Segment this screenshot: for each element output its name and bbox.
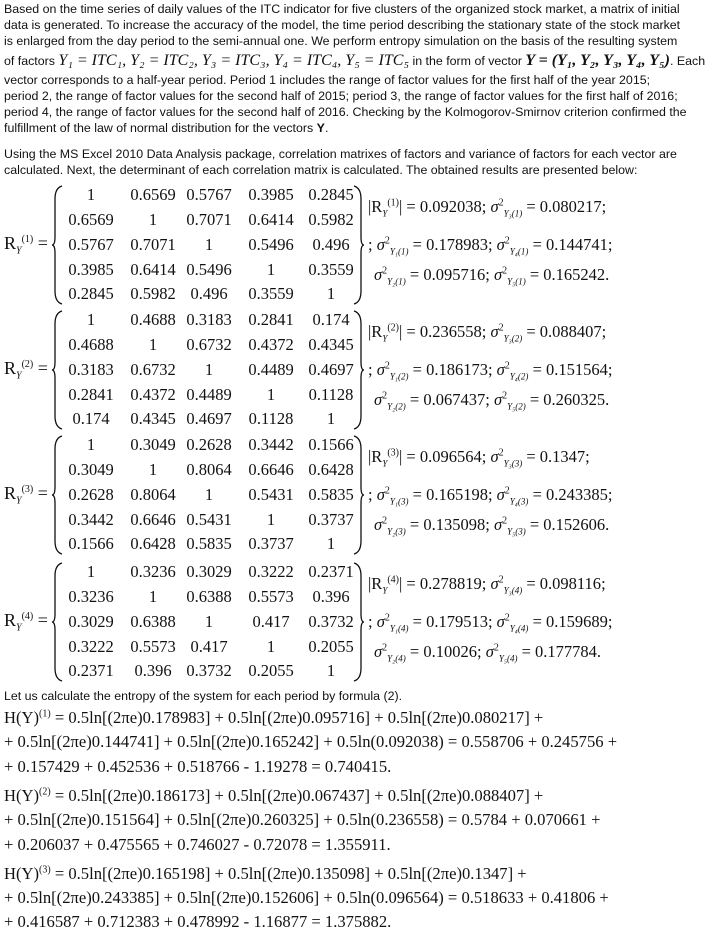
matrix-label-period: (3) xyxy=(21,484,34,495)
matrix-cell: 0.6569 xyxy=(130,185,176,204)
intro-paragraph xyxy=(4,1,718,136)
matrix-cell: 0.3029 xyxy=(186,562,232,581)
equation-first-line xyxy=(4,864,527,884)
equation-lhs: H(Y) xyxy=(4,786,40,805)
matrix-cell: 0.8064 xyxy=(186,460,232,479)
matrix-cell: 0.2371 xyxy=(68,661,114,680)
variance-value-1: 0.186173 xyxy=(426,360,488,379)
matrix-cell: 0.3222 xyxy=(68,637,114,656)
matrix-cell: 0.3732 xyxy=(308,612,354,631)
matrix-cell: 1 xyxy=(86,310,96,329)
last-line-prefix: fulfillment of the law of normal distribution for the vectors xyxy=(4,121,314,136)
matrix-cell: 1 xyxy=(204,360,214,379)
stats-line-det xyxy=(368,322,606,343)
variance-label-2: $\sigma^2_{Y_2(2)}$ = xyxy=(374,390,424,412)
matrix-cell: 0.6388 xyxy=(186,587,232,606)
matrix-cell: 1 xyxy=(204,612,214,631)
stats-line-3 xyxy=(374,390,609,411)
variance-label-5: ; $\sigma^2_{Y_5(1)}$ = xyxy=(485,265,544,287)
matrix-cell: 0.3442 xyxy=(68,510,114,529)
variance-value-1: 0.165198 xyxy=(426,485,488,504)
variance-label-5: ; $\sigma^2_{Y_5(3)}$ = xyxy=(485,515,544,537)
matrix-cell: 0.3732 xyxy=(186,661,232,680)
matrix-block xyxy=(0,308,722,433)
variance-value-3: 0.088407 xyxy=(539,322,602,341)
stats-line-3 xyxy=(374,515,609,536)
matrix-cell: 0.5982 xyxy=(308,210,354,229)
stats-separator: ; xyxy=(601,574,606,593)
stats-separator: ; xyxy=(607,235,613,254)
equation-body: = 0.5ln[(2πe)0.178983] + 0.5ln[(2πe)0.095716] + 0.5ln[(2πe)0.080217] + xyxy=(50,708,544,727)
variance-label-3: ; $\sigma^2_{Y_3(3)}$ = xyxy=(481,447,540,469)
variance-label-1: ; $\sigma^2_{Y_1(4)}$ = xyxy=(368,612,427,634)
stats-separator: ; xyxy=(607,612,613,631)
variance-value-4: 0.243385 xyxy=(546,485,608,504)
matrix-cell: 1 xyxy=(86,562,96,581)
vector-formula: Y = (Y₁, Y₂, Y₃, Y₄, Y₅) xyxy=(525,51,670,69)
matrix-label-period: (2) xyxy=(21,359,34,370)
matrix-cell: 0.3737 xyxy=(248,534,294,553)
matrix-label xyxy=(4,483,48,507)
stats-end: . xyxy=(605,515,610,534)
matrix-cell: 0.3559 xyxy=(308,260,354,279)
factors-formula: Y₁ = ITC₁, Y₂ = ITC₂, Y₃ = ITC₃, Y₄ = ITC₄, Y₅ = ITC₅ xyxy=(58,51,410,69)
variance-value-2: 0.095716 xyxy=(423,265,486,284)
matrix-cell: 0.3183 xyxy=(186,310,232,329)
equation-body: = 0.5ln[(2πe)0.165198] + 0.5ln[(2πe)0.135098] + 0.5ln[(2πe)0.1347] + xyxy=(50,864,527,883)
matrix-cell: 0.174 xyxy=(312,310,350,329)
matrix-cell: 0.6646 xyxy=(130,510,176,529)
determinant-value: 0.092038 xyxy=(419,197,482,216)
matrix-cell: 0.4372 xyxy=(130,385,176,404)
matrix-cell: 0.4697 xyxy=(308,360,354,379)
matrix-cell: 0.6428 xyxy=(308,460,354,479)
matrix-cell: 0.3985 xyxy=(68,260,114,279)
matrix-cell: 0.3049 xyxy=(68,460,114,479)
matrix-label xyxy=(4,610,48,634)
matrix-cell: 0.7071 xyxy=(186,210,232,229)
variance-value-3: 0.098116 xyxy=(539,574,602,593)
equation-body: + 0.416587 + 0.712383 + 0.478992 - 1.16877 = 1.375882. xyxy=(4,912,392,931)
variance-value-3: 0.080217 xyxy=(539,197,602,216)
variance-value-2: 0.10026 xyxy=(423,642,477,661)
matrix-cell: 1 xyxy=(326,534,336,553)
matrix-cell: 0.5982 xyxy=(130,284,176,303)
matrix-cell: 0.496 xyxy=(190,284,228,303)
variance-value-4: 0.151564 xyxy=(546,360,608,379)
matrix-cell: 0.4688 xyxy=(130,310,176,329)
matrix-cell: 1 xyxy=(266,510,276,529)
matrix-label xyxy=(4,233,48,257)
last-line-suffix: . xyxy=(324,121,329,136)
matrix-cell: 0.3442 xyxy=(248,435,294,454)
matrix-cell: 0.3737 xyxy=(308,510,354,529)
matrix-cell: 0.4489 xyxy=(186,385,232,404)
matrix-cell: 0.4345 xyxy=(308,335,354,354)
stats-line-det xyxy=(368,197,606,218)
matrix-cell: 0.174 xyxy=(72,409,110,428)
intro-line-6: period 2, the range of factor values for the second half of 2015; period 3, the range of factor values for the first half of 2016; xyxy=(4,88,678,103)
matrix-cell: 0.2628 xyxy=(186,435,232,454)
stats-separator: ; xyxy=(601,322,607,341)
factors-suffix: . Each xyxy=(669,53,706,68)
matrix-label xyxy=(4,358,48,382)
variance-label-4: ; $\sigma^2_{Y_4(4)}$ = xyxy=(487,612,546,634)
matrix-label-period: (4) xyxy=(21,611,34,622)
matrix-label-letter: R xyxy=(4,358,17,378)
stats-line-2 xyxy=(368,235,612,256)
determinant-value: 0.236558 xyxy=(419,322,482,341)
matrix-label-period: (1) xyxy=(21,234,34,245)
equation-body: + 0.157429 + 0.452536 + 0.518766 - 1.19278 = 0.740415. xyxy=(4,757,392,776)
matrix-cell: 0.5431 xyxy=(248,485,294,504)
variance-value-2: 0.067437 xyxy=(423,390,486,409)
stats-line-2 xyxy=(368,612,612,633)
equation-lhs: H(Y) xyxy=(4,864,40,883)
equation-continuation xyxy=(4,757,391,777)
matrix-cell: 0.6732 xyxy=(186,335,232,354)
matrix-cell: 0.3236 xyxy=(68,587,114,606)
variance-value-4: 0.159689 xyxy=(546,612,608,631)
variance-label-2: $\sigma^2_{Y_2(3)}$ = xyxy=(374,515,424,537)
stats-end: . xyxy=(605,390,610,409)
determinant-label: $|R_Y^{(2)}|$ = xyxy=(368,322,420,344)
matrix-label-equals: = xyxy=(33,233,48,253)
determinant-label: $|R_Y^{(1)}|$ = xyxy=(368,197,420,219)
equation-body: + 0.5ln[(2πe)0.144741] + 0.5ln[(2πe)0.165242] + 0.5ln(0.092038) = 0.558706 + 0.245756 + xyxy=(4,732,618,751)
matrix-cell: 0.5573 xyxy=(130,637,176,656)
stats-line-det xyxy=(368,447,590,468)
matrix-cell: 0.396 xyxy=(134,661,172,680)
variance-value-3: 0.1347 xyxy=(539,447,586,466)
determinant-value: 0.096564 xyxy=(419,447,482,466)
matrix-cell: 0.417 xyxy=(252,612,290,631)
equation-lhs: H(Y) xyxy=(4,708,40,727)
matrix-cell: 0.2845 xyxy=(68,284,114,303)
intro-line-3: is enlarged from the day period to the semi-annual one. We perform entropy simulation on the basis of the resulting system xyxy=(4,34,678,49)
method-line-2: calculated. Next, the determinant of each correlation matrix is calculated. The obtained results are presented below: xyxy=(4,163,638,178)
stats-separator: ; xyxy=(601,197,607,216)
matrix-cell: 0.6646 xyxy=(248,460,294,479)
matrix-cell: 1 xyxy=(148,587,158,606)
matrix-cell: 0.7071 xyxy=(130,235,176,254)
matrix-label-letter: R xyxy=(4,483,17,503)
stats-line-3 xyxy=(374,265,609,286)
stats-line-det xyxy=(368,574,606,595)
variance-value-5: 0.165242 xyxy=(543,265,606,284)
method-paragraph xyxy=(4,146,718,178)
variance-label-1: ; $\sigma^2_{Y_1(3)}$ = xyxy=(368,485,427,507)
matrix-cell: 1 xyxy=(266,637,276,656)
equation-period: (3) xyxy=(39,864,51,876)
matrix-cell: 0.4697 xyxy=(186,409,232,428)
matrix-block xyxy=(0,433,722,558)
matrix-cell: 0.6388 xyxy=(130,612,176,631)
intro-factors-line xyxy=(4,50,718,72)
matrix-cell: 1 xyxy=(326,661,336,680)
equation-continuation xyxy=(4,810,600,830)
matrix-label-equals: = xyxy=(33,483,48,503)
variance-value-2: 0.135098 xyxy=(423,515,486,534)
factors-mid: in the form of vector xyxy=(412,53,522,68)
variance-value-1: 0.179513 xyxy=(426,612,488,631)
variance-label-2: $\sigma^2_{Y_2(4)}$ = xyxy=(374,642,424,664)
variance-label-1: ; $\sigma^2_{Y_1(1)}$ = xyxy=(368,235,427,257)
variance-value-5: 0.260325 xyxy=(543,390,606,409)
matrix-cell: 0.8064 xyxy=(130,485,176,504)
matrix-label-sub: Y xyxy=(16,622,22,634)
variance-label-4: ; $\sigma^2_{Y_4(1)}$ = xyxy=(487,235,546,257)
matrix-cell: 0.4372 xyxy=(248,335,294,354)
intro-line-1: Based on the time series of daily values of the ITC indicator for five clusters of the organized stock market, a matrix of initial xyxy=(4,2,680,16)
matrix-cell: 0.5835 xyxy=(186,534,232,553)
equation-first-line xyxy=(4,786,543,806)
stats-end: . xyxy=(596,642,602,661)
equation-first-line xyxy=(4,708,543,728)
matrix-cell: 0.3236 xyxy=(130,562,176,581)
variance-label-3: ; $\sigma^2_{Y_3(2)}$ = xyxy=(481,322,540,344)
matrix-cell: 0.1566 xyxy=(68,534,114,553)
matrix-cell: 0.2841 xyxy=(248,310,294,329)
matrix-cell: 0.5835 xyxy=(308,485,354,504)
entropy-intro: Let us calculate the entropy of the system for each period by formula (2). xyxy=(4,689,403,703)
determinant-value: 0.278819 xyxy=(419,574,482,593)
variance-label-3: ; $\sigma^2_{Y_3(1)}$ = xyxy=(481,197,540,219)
matrix-cell: 0.5767 xyxy=(68,235,114,254)
matrix-label-letter: R xyxy=(4,610,17,630)
variance-label-4: ; $\sigma^2_{Y_4(3)}$ = xyxy=(487,485,546,507)
variance-value-5: 0.152606 xyxy=(543,515,606,534)
matrix-cell: 1 xyxy=(148,335,158,354)
factors-prefix: of factors xyxy=(4,53,55,68)
matrix-cell: 1 xyxy=(326,409,336,428)
matrix-cell: 0.4345 xyxy=(130,409,176,428)
determinant-label: $|R_Y^{(4)}|$ = xyxy=(368,574,420,596)
matrix-label-equals: = xyxy=(33,358,48,378)
method-line-1: Using the MS Excel 2010 Data Analysis package, correlation matrixes of factors and variance of factors for each vector are xyxy=(4,147,677,161)
equation-body: + 0.5ln[(2πe)0.151564] + 0.5ln[(2πe)0.260325] + 0.5ln(0.236558) = 0.5784 + 0.070661 + xyxy=(4,810,601,829)
matrix-cell: 1 xyxy=(266,385,276,404)
equation-body: = 0.5ln[(2πe)0.186173] + 0.5ln[(2πe)0.067437] + 0.5ln[(2πe)0.088407] + xyxy=(50,786,544,805)
stats-line-3 xyxy=(374,642,601,663)
intro-line-7: period 4, the range of factor values for the second half of 2016. Checking by the Kolmogorov-Smirnov criterion confirmed the xyxy=(4,105,687,120)
variance-value-4: 0.144741 xyxy=(546,235,608,254)
matrix-cell: 0.3559 xyxy=(248,284,294,303)
equation-continuation xyxy=(4,888,609,908)
matrix-cell: 0.6569 xyxy=(68,210,114,229)
matrix-cell: 0.4688 xyxy=(68,335,114,354)
matrix-cell: 1 xyxy=(326,284,336,303)
matrix-cell: 0.5496 xyxy=(248,235,294,254)
matrix-cell: 0.6414 xyxy=(248,210,294,229)
matrix-cell: 0.6428 xyxy=(130,534,176,553)
matrix-cell: 0.1566 xyxy=(308,435,354,454)
matrix-label-sub: Y xyxy=(16,245,22,257)
matrix-cell: 0.2371 xyxy=(308,562,354,581)
variance-label-5: ; $\sigma^2_{Y_5(4)}$ = xyxy=(476,642,536,664)
matrix-cell: 0.496 xyxy=(312,235,350,254)
stats-separator: ; xyxy=(607,485,613,504)
matrix-cell: 0.396 xyxy=(312,587,350,606)
equation-body: + 0.206037 + 0.475565 + 0.746027 - 0.72078 = 1.355911. xyxy=(4,835,391,854)
matrix-cell: 0.4489 xyxy=(248,360,294,379)
stats-line-2 xyxy=(368,485,612,506)
stats-separator: ; xyxy=(585,447,590,466)
matrix-cell: 0.2841 xyxy=(68,385,114,404)
equation-period: (2) xyxy=(39,786,51,798)
matrix-label-equals: = xyxy=(33,610,48,630)
matrix-cell: 0.1128 xyxy=(308,385,354,404)
matrix-cell: 0.5573 xyxy=(248,587,294,606)
matrix-cell: 1 xyxy=(148,210,158,229)
matrix-cell: 0.2628 xyxy=(68,485,114,504)
equation-continuation xyxy=(4,835,391,855)
matrix-cell: 0.5431 xyxy=(186,510,232,529)
variance-label-2: $\sigma^2_{Y_2(1)}$ = xyxy=(374,265,424,287)
matrix-cell: 0.3985 xyxy=(248,185,294,204)
matrix-label-sub: Y xyxy=(16,370,22,382)
matrix-cell: 0.2055 xyxy=(308,637,354,656)
equation-continuation xyxy=(4,732,617,752)
variance-label-1: ; $\sigma^2_{Y_1(2)}$ = xyxy=(368,360,427,382)
matrix-cell: 0.5496 xyxy=(186,260,232,279)
equation-continuation xyxy=(4,912,391,932)
matrix-cell: 0.3183 xyxy=(68,360,114,379)
matrix-cell: 0.3222 xyxy=(248,562,294,581)
matrix-cell: 0.6414 xyxy=(130,260,176,279)
matrix-cell: 0.6732 xyxy=(130,360,176,379)
matrix-cell: 1 xyxy=(266,260,276,279)
matrix-cell: 1 xyxy=(148,460,158,479)
intro-last-line xyxy=(4,120,718,136)
stats-separator: ; xyxy=(607,360,613,379)
matrix-cell: 0.3049 xyxy=(130,435,176,454)
stats-line-2 xyxy=(368,360,612,381)
intro-line-2: data is generated. To increase the accuracy of the model, the time period describing the stationary state of the stock market xyxy=(4,18,681,33)
matrix-cell: 1 xyxy=(86,435,96,454)
stats-end: . xyxy=(605,265,610,284)
matrix-cell: 1 xyxy=(204,485,214,504)
matrix-block xyxy=(0,183,722,308)
matrix-cell: 0.1128 xyxy=(248,409,294,428)
matrix-cell: 0.5767 xyxy=(186,185,232,204)
matrix-cell: 1 xyxy=(86,185,96,204)
equation-body: + 0.5ln[(2πe)0.243385] + 0.5ln[(2πe)0.152606] + 0.5ln(0.096564) = 0.518633 + 0.41806 + xyxy=(4,888,609,907)
last-line-bold: Y xyxy=(316,121,325,136)
variance-value-5: 0.177784 xyxy=(535,642,597,661)
variance-label-4: ; $\sigma^2_{Y_4(2)}$ = xyxy=(487,360,546,382)
matrix-cell: 0.2055 xyxy=(248,661,294,680)
variance-label-3: ; $\sigma^2_{Y_3(4)}$ = xyxy=(481,574,540,596)
matrix-label-sub: Y xyxy=(16,495,22,507)
variance-label-5: ; $\sigma^2_{Y_5(2)}$ = xyxy=(485,390,544,412)
variance-value-1: 0.178983 xyxy=(426,235,488,254)
matrix-label-letter: R xyxy=(4,233,17,253)
matrix-cell: 0.417 xyxy=(190,637,228,656)
determinant-label: $|R_Y^{(3)}|$ = xyxy=(368,447,420,469)
matrix-cell: 1 xyxy=(204,235,214,254)
matrix-cell: 0.2845 xyxy=(308,185,354,204)
equation-period: (1) xyxy=(39,708,51,720)
matrix-block xyxy=(0,560,722,685)
intro-line-5: vector corresponds to a half-year period. Period 1 includes the range of factor values for the first half of the year 2015; xyxy=(4,72,651,87)
matrix-cell: 0.3029 xyxy=(68,612,114,631)
